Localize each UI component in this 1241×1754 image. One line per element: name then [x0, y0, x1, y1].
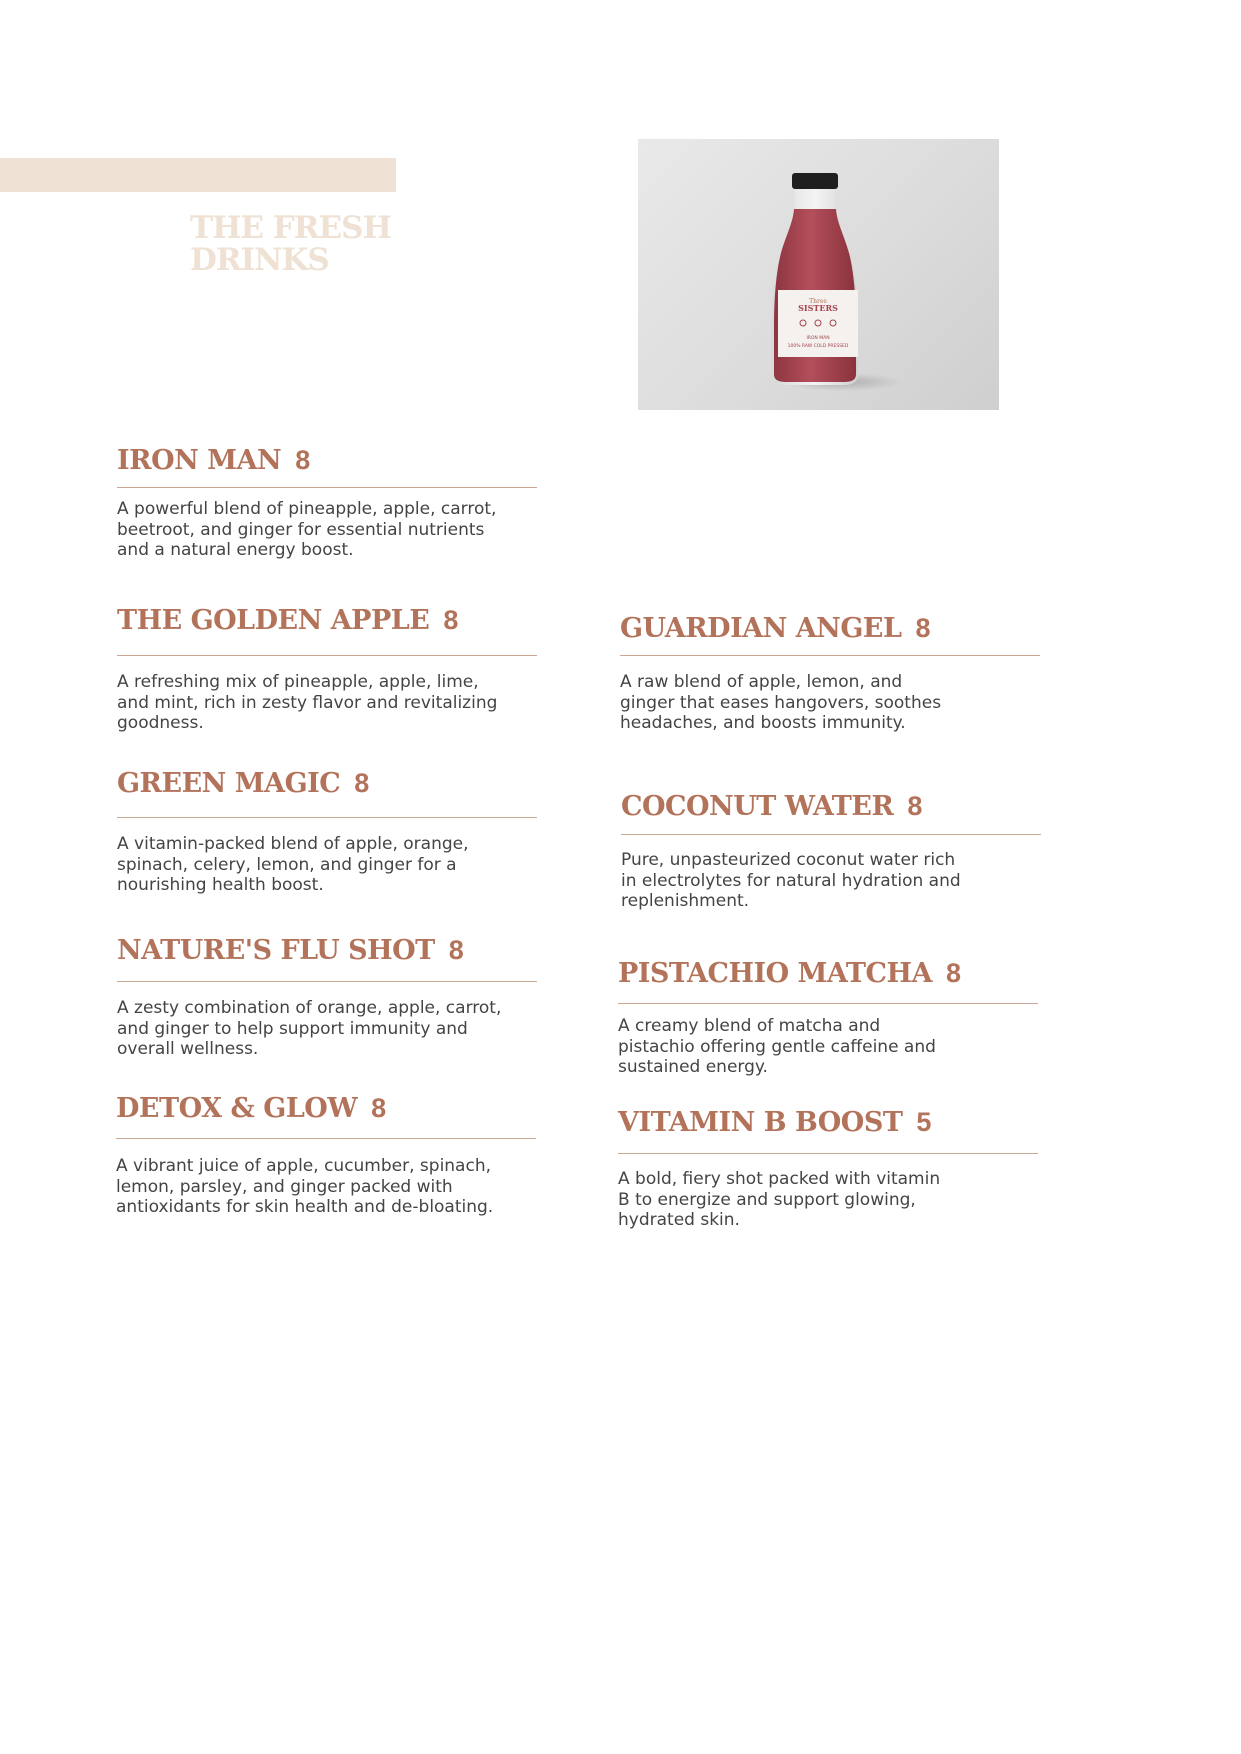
item-name: VITAMIN B BOOST — [618, 1107, 903, 1138]
item-title — [621, 789, 1041, 824]
juice-bottle-image — [638, 139, 999, 410]
item-price: 8 — [915, 613, 931, 643]
menu-item — [618, 956, 1038, 1077]
item-description: A refreshing mix of pineapple, apple, lime, and mint, rich in zesty flavor and revitalizing goodness. — [117, 672, 498, 733]
item-divider — [117, 981, 537, 982]
item-divider — [618, 1003, 1038, 1004]
page-title: THE FRESH DRINKS — [190, 210, 391, 278]
item-title — [116, 1091, 536, 1126]
item-price: 8 — [945, 958, 961, 988]
item-name: COCONUT WATER — [621, 791, 894, 822]
item-description: A zesty combination of orange, apple, carrot, and ginger to help support immunity and overall wellness. — [117, 998, 502, 1059]
item-name: DETOX & GLOW — [116, 1093, 358, 1124]
label-brand: SISTERS — [798, 303, 838, 313]
item-title — [117, 443, 537, 478]
menu-item — [621, 789, 1041, 911]
item-price: 8 — [354, 768, 370, 798]
item-description: A creamy blend of matcha and pistachio offering gentle caffeine and sustained energy. — [618, 1016, 936, 1077]
item-title — [618, 956, 1038, 991]
bottle-cap — [792, 173, 838, 189]
item-price: 8 — [448, 935, 464, 965]
item-price: 5 — [916, 1107, 932, 1137]
item-title — [117, 603, 537, 638]
item-divider — [117, 817, 537, 818]
item-price: 8 — [371, 1093, 387, 1123]
menu-item — [117, 933, 537, 1059]
menu-item — [117, 443, 537, 560]
item-description: A raw blend of apple, lemon, and ginger that eases hangovers, soothes headaches, and boosts immunity. — [620, 672, 942, 733]
item-price: 8 — [295, 445, 311, 475]
label-product: IRON MAN — [806, 336, 830, 341]
menu-item — [618, 1105, 1038, 1230]
product-photo — [638, 139, 999, 410]
item-title — [117, 933, 537, 968]
menu-item — [117, 603, 537, 733]
item-title — [117, 766, 537, 801]
menu-item — [117, 766, 537, 895]
item-title — [620, 611, 1040, 646]
item-divider — [618, 1153, 1038, 1154]
label-script: Three — [809, 298, 827, 305]
header-accent-bar — [0, 158, 396, 192]
label-line: 100% RAW COLD PRESSED — [787, 344, 849, 349]
menu-item — [116, 1091, 536, 1217]
item-description: A powerful blend of pineapple, apple, carrot, beetroot, and ginger for essential nutrients and a natural energy boost. — [117, 499, 497, 560]
menu-item — [620, 611, 1040, 733]
item-price: 8 — [907, 791, 923, 821]
item-divider — [117, 487, 537, 488]
item-divider — [116, 1138, 536, 1139]
item-description: A vitamin-packed blend of apple, orange, spinach, celery, lemon, and ginger for a nourishing health boost. — [117, 834, 469, 895]
item-name: GUARDIAN ANGEL — [620, 613, 902, 644]
item-name: PISTACHIO MATCHA — [618, 958, 932, 989]
item-name: GREEN MAGIC — [117, 768, 341, 799]
item-name: NATURE'S FLU SHOT — [117, 935, 435, 966]
item-name: IRON MAN — [117, 445, 282, 476]
item-divider — [117, 655, 537, 656]
item-description: A bold, fiery shot packed with vitamin B to energize and support glowing, hydrated skin. — [618, 1169, 941, 1230]
item-price: 8 — [443, 605, 459, 635]
item-divider — [620, 655, 1040, 656]
item-description: A vibrant juice of apple, cucumber, spinach, lemon, parsley, and ginger packed with antioxidants for skin health and de-bloating. — [116, 1156, 494, 1217]
item-description: Pure, unpasteurized coconut water rich in electrolytes for natural hydration and replenishment. — [621, 850, 961, 911]
item-title — [618, 1105, 1038, 1140]
item-name: THE GOLDEN APPLE — [117, 605, 430, 636]
item-divider — [621, 834, 1041, 835]
